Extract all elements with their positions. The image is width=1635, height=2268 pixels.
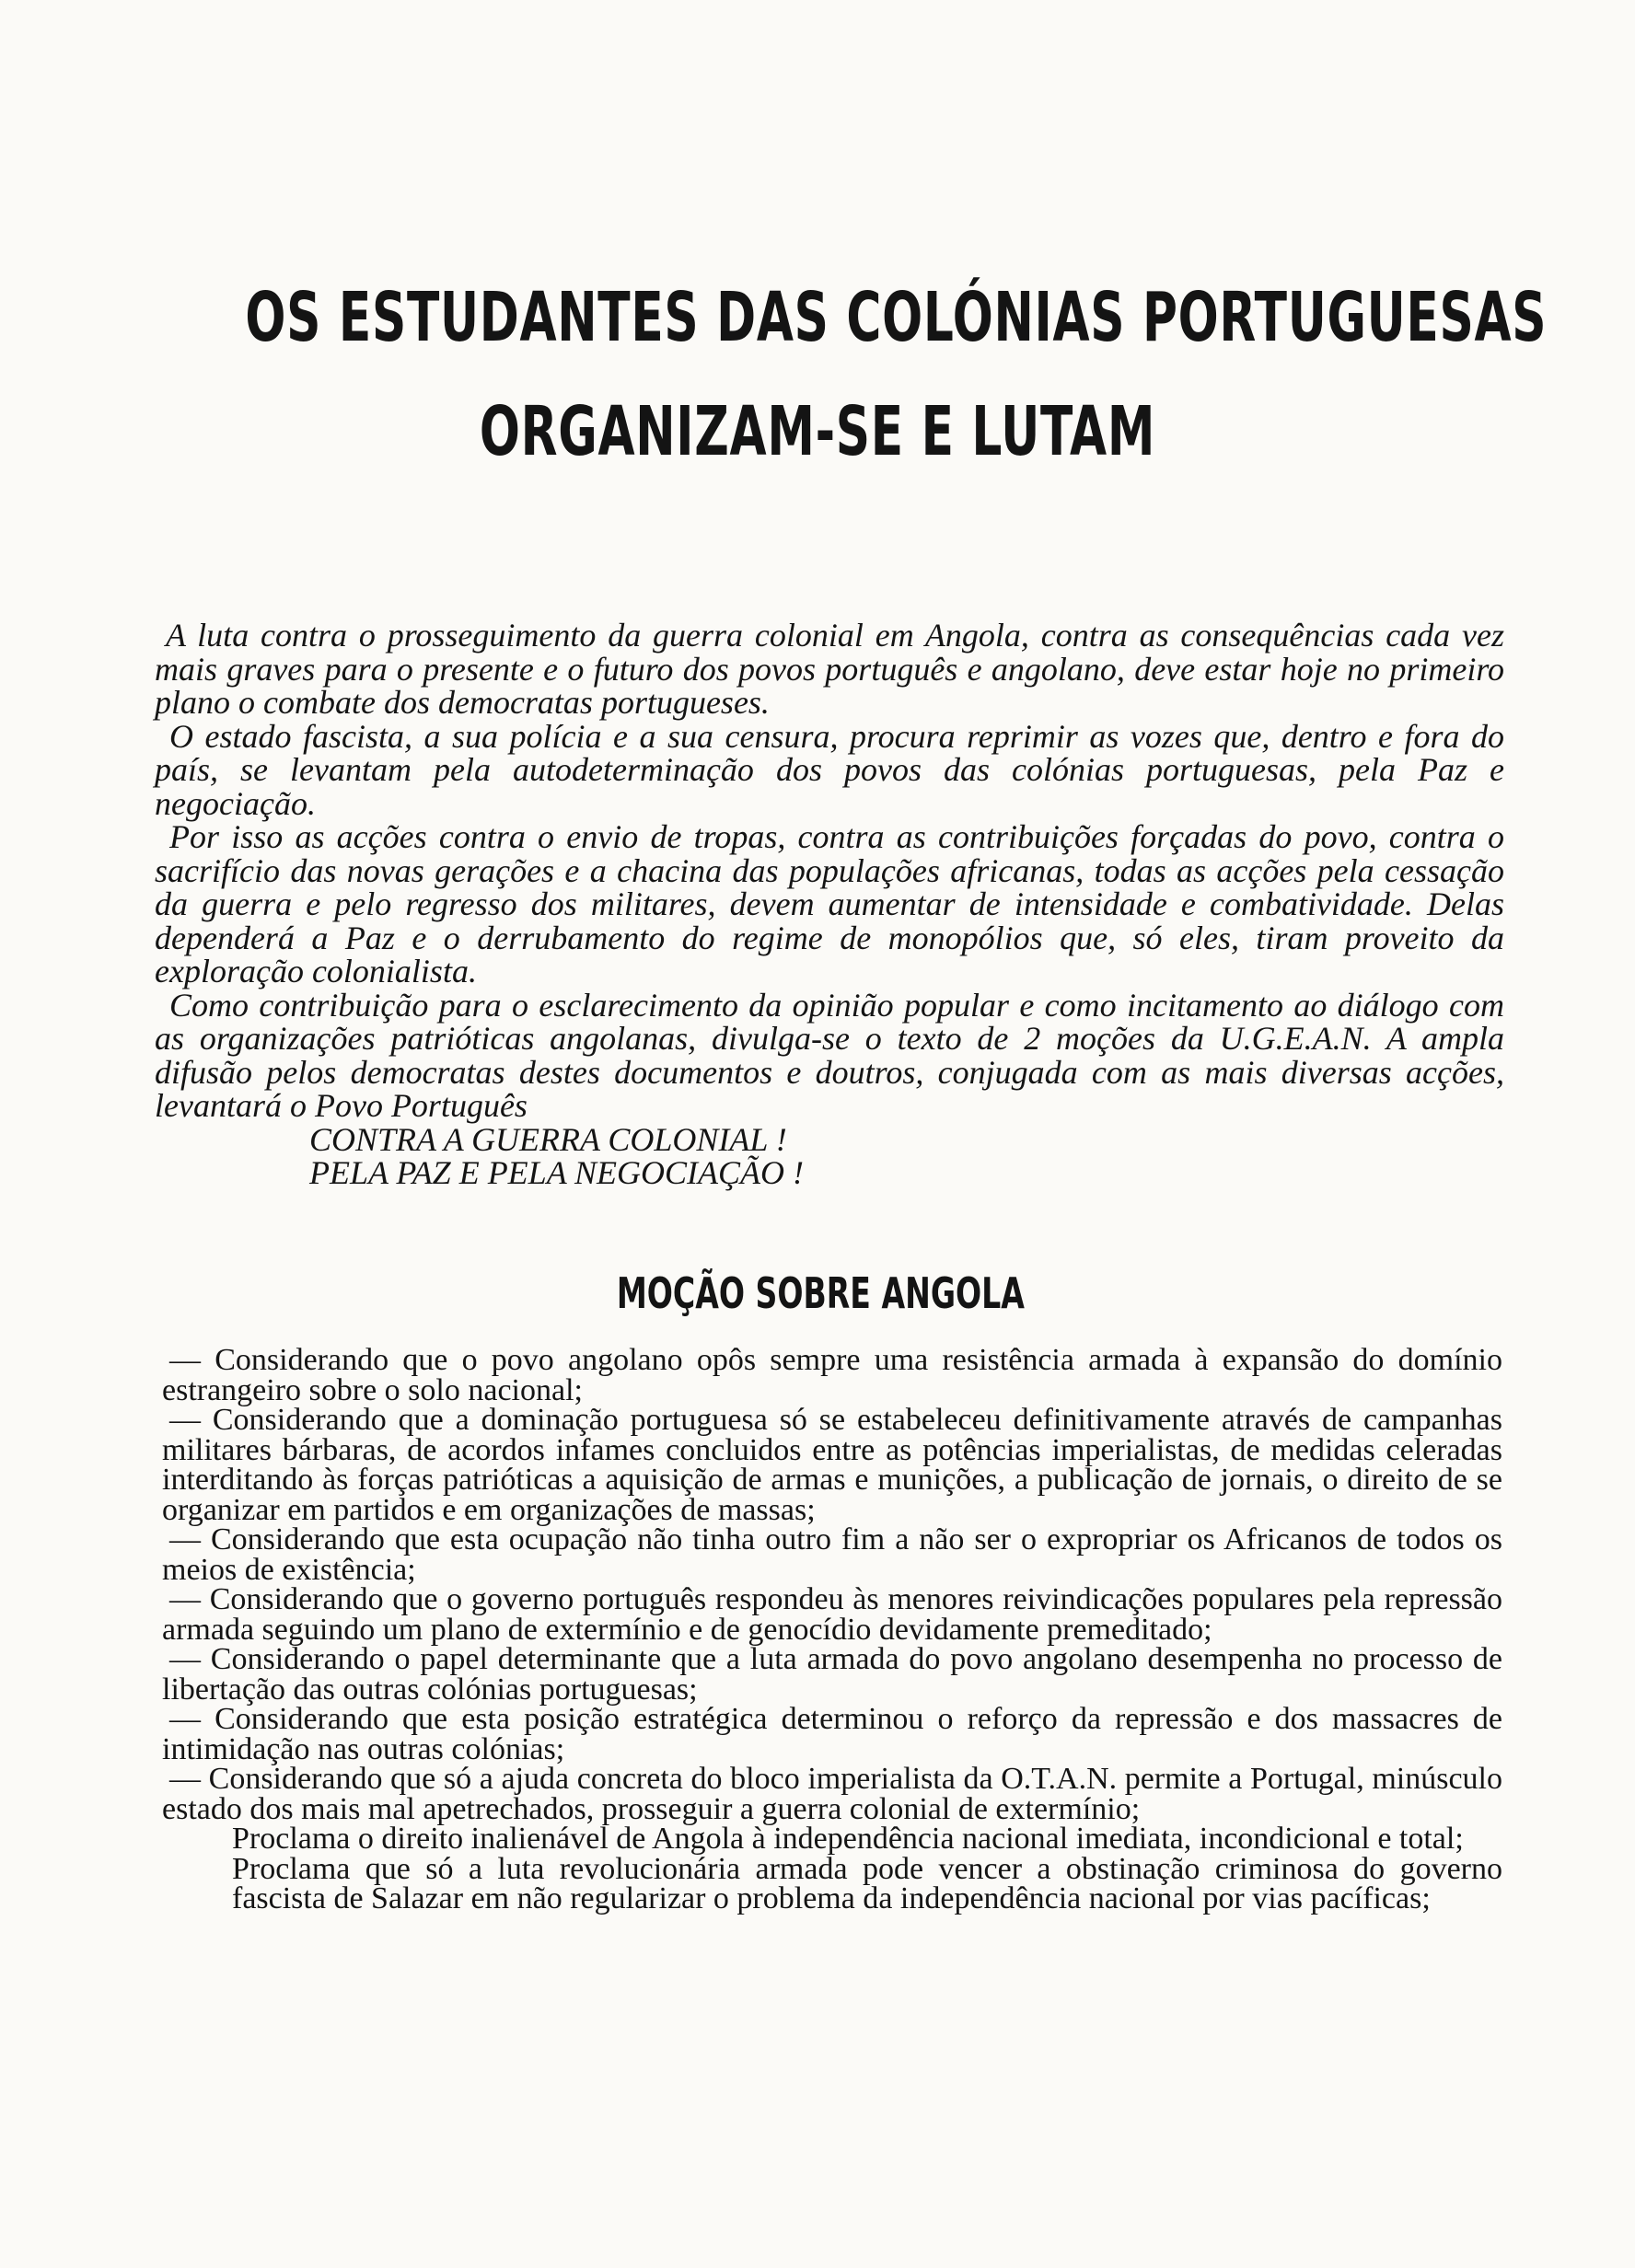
intro-paragraph: O estado fascista, a sua polícia e a sua censura, procura reprimir as vozes que, dentro e fora do país, se levantam pela autodeterminação dos povos das colónias portuguesas, pela Paz e negociação. [155,717,1504,822]
proclama-item: Proclama o direito inalienável de Angola à independência nacional imediata, incondicional e total; [232,1822,1464,1856]
intro-text [155,619,1504,1190]
considerando-item: — Considerando o papel determinante que a luta armada do povo angolano desempenha no processo de libertação das outras colónias portuguesas; [162,1642,1502,1707]
proclama-item: Proclama que só a luta revolucionária armada pode vencer a obstinação criminosa do governo fascista de Salazar em não regularizar o problema da independência nacional por vias pacíficas; [232,1851,1502,1915]
section-title: MOÇÃO SOBRE ANGOLA [616,1268,1025,1318]
considerando-item: — Considerando que só a ajuda concreta do bloco imperialista da O.T.A.N. permite a Portugal, minúsculo estado dos mais mal apetrechados, prosseguir a guerra colonial de extermínio; [162,1762,1502,1826]
intro-paragraph: Como contribuição para o esclarecimento da opinião popular e como incitamento ao diálogo com as organizações patrióticas angolanas, divulga-se o texto de 2 moções da U.G.E.A.N. A ampla difusão pelos democratas destes documentos e doutros, conjugada com as mais diversas acções, levantará o Povo Português [155,986,1504,1124]
slogan: PELA PAZ E PELA NEGOCIAÇÃO ! [309,1154,805,1191]
considerando-item: — Considerando que o governo português respondeu às menores reivindicações populares pela repressão armada seguindo um plano de extermínio e de genocídio devidamente premeditado; [162,1582,1502,1647]
considerando-item: — Considerando que a dominação portuguesa só se estabeleceu definitivamente através de campanhas militares bárbaras, de acordos infames concluidos entre as potências imperialistas, de medidas celeradas interditando às forças patrióticas a aquisição de armas e munições, a publicação de jornais, o direito de se organizar em partidos e em organizações de massas; [162,1403,1502,1527]
considerando-item: — Considerando que esta ocupação não tinha outro fim a não ser o expropriar os Africanos de todos os meios de existência; [162,1522,1502,1587]
considerando-item: — Considerando que esta posição estratégica determinou o reforço da repressão e dos massacres de intimidação nas outras colónias; [162,1702,1502,1766]
intro-paragraph: Por isso as acções contra o envio de tropas, contra as contribuições forçadas do povo, contra o sacrifício das novas gerações e a chacina das populações africanas, todas as acções pela cessação da guerra e pelo regresso dos militares, devem aumentar de intensidade e combatividade. Delas dependerá a Paz e o derrubamento do regime de monopólios que, só eles, tiram proveito da exploração colonialista. [155,818,1504,989]
slogan: CONTRA A GUERRA COLONIAL ! [309,1120,787,1158]
motion-body [162,1343,1502,1915]
considerando-item: — Considerando que o povo angolano opôs sempre uma resistência armada à expansão do domínio estrangeiro sobre o solo nacional; [162,1343,1502,1407]
main-title-line-1: OS ESTUDANTES DAS COLÓNIAS PORTUGUESAS [245,278,1548,357]
intro-paragraph: A luta contra o prosseguimento da guerra colonial em Angola, contra as consequências cada vez mais graves para o presente e o futuro dos povos português e angolano, deve estar hoje no primeiro plano o combate dos democratas portugueses. [155,617,1504,721]
main-title-line-2: ORGANIZAM-SE E LUTAM [479,392,1156,471]
